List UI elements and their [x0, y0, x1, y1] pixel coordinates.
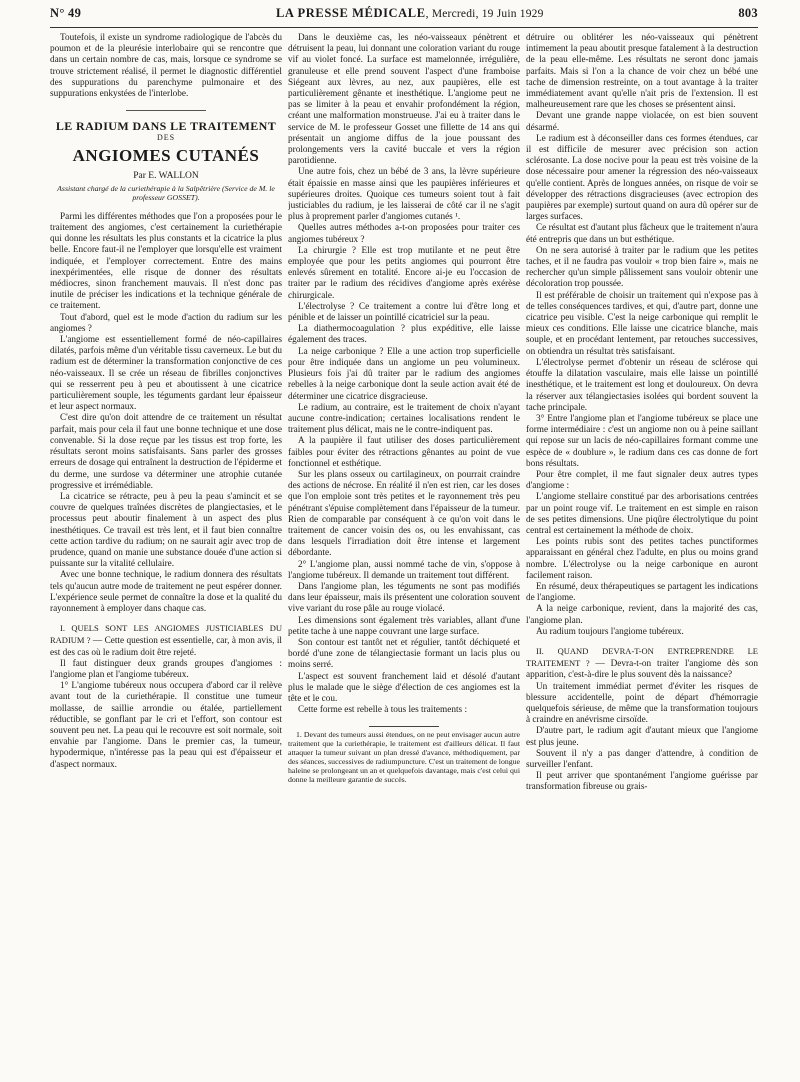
- paragraph: Son contour est tantôt net et régulier, tantôt déchiqueté et bordé d'une zone de télangiectasie formant un lacis plus ou moins serré.: [288, 637, 520, 671]
- paragraph: Devant une grande nappe violacée, on est bien souvent désarmé.: [526, 111, 758, 133]
- paragraph: 1° L'angiome tubéreux nous occupera d'abord car il relève avant tout de la curiethérapie. Il constitue une tumeur mollasse, de saillie arrondie ou étalée, partiellement réductible, se gonflant par le cri et l'effort, son contour est souvent peu net. La peau qui le recouvre est soit normale, soit envahie par l'angiome. Dans le premier cas, la tumeur, hypodermique, n'intéresse pas la peau qui est d'épaisseur et d'aspect normaux.: [50, 681, 282, 770]
- section-title: II. QUAND DEVRA-T-ON ENTREPRENDRE LE TRAITEMENT ?: [526, 645, 758, 669]
- paragraph: La neige carbonique ? Elle a une action trop superficielle pour être indiquée dans un angiome un peu volumineux. Plusieurs fois j'ai dû traiter par le radium des angiomes rebelles à la neige carbonique dont la seule action avait été de déterminer une cicatrice disgracieuse.: [288, 346, 520, 402]
- paragraph: Au radium toujours l'angiome tubéreux.: [536, 626, 684, 637]
- paragraph: Toutefois, il existe un syndrome radiologique de l'abcès du poumon et de la pleurésie interlobaire qui se rencontre que dans un certain nombre de cas, mais, lorsque ce syndrome se trouve strictement réalisé, il permet le diagnostic différentiel des suppurations du parenchyme pulmonaire et des suppurations enkystées de l'interlobe.: [50, 33, 282, 100]
- paragraph: L'aspect est souvent franchement laid et désolé d'autant plus le malade que le siège d'élection de ces angiomes est la tête et le cou.: [288, 671, 520, 704]
- footnote: 1. Devant des tumeurs aussi étendues, on ne peut envisager aucun autre traitement que la curiethérapie, le traitement est d'ailleurs délicat. Il faut attaquer la tumeur suivant un plan dressé d'avance, méthodiquement, par des séances, successives de radiumpuncture. C'est un traitement de longue haleine se prolongeant un an et quelquefois davantage, mais c'est celui qui donne la meilleure garantie de succès.: [288, 730, 520, 785]
- section-heading-1: [50, 623, 282, 659]
- paragraph: Cette forme est rebelle à tous les traitements :: [298, 705, 468, 716]
- column-3: [526, 33, 758, 1078]
- issue-number: N° 49: [50, 6, 82, 20]
- paragraph: La diathermocoagulation ? plus expéditive, elle laisse également des traces.: [288, 324, 520, 346]
- paragraph: Souvent il n'y a pas danger d'attendre, à condition de surveiller l'enfant.: [526, 748, 758, 770]
- paragraph: Ce résultat est d'autant plus fâcheux que le traitement n'aura été entrepris que dans un but esthétique.: [526, 223, 758, 245]
- paragraph: Dans le deuxième cas, les néo-vaisseaux pénètrent et détruisent la peau, lui donnant une coloration variant du rouge vif au violet foncé. La surface est mamelonnée, irrégulière, granuleuse et elle prend souvent l'aspect d'une framboise Siégeant aux lèvres, au nez, aux paupières, elle est particulièrement gênante et inesthétique. L'angiome peut ne pas se limiter à la peau et envahir profondément la région, créant une malformation monstrueuse. J'ai eu à traiter dans le service de M. le professeur Gosset une fillette de 14 ans qui présentait un angiome diffus de la joue poussant des prolongements vers la cavité buccale et vers la région parotidienne.: [288, 33, 520, 167]
- page-number: 803: [738, 6, 758, 20]
- paragraph: Sur les plans osseux ou cartilagineux, on pourrait craindre des actions de nécrose. En réalité il n'en est rien, car les doses que l'on emploie sont très petites et le rayonnement très peu pénétrant s'épuise complètement dans l'épaisseur de la tumeur. Rien de comparable par conséquent à ce qu'on voit dans le traitement de cancer voisin des os, ou les envahissant, cas dans lesquels l'irradiation doit être intense et largement débordante.: [288, 469, 520, 559]
- paragraph: A la neige carbonique, revient, dans la majorité des cas, l'angiome plan.: [526, 604, 758, 626]
- article-des: DES: [156, 133, 176, 143]
- article-kicker: LE RADIUM DANS LE TRAITEMENT: [55, 119, 277, 134]
- paragraph: En résumé, deux thérapeutiques se partagent les indications de l'angiome.: [526, 581, 758, 604]
- section-title: I. QUELS SONT LES ANGIOMES JUSTICIABLES DU RADIUM ?: [50, 623, 282, 646]
- journal-name: LA PRESSE MÉDICALE: [275, 6, 426, 20]
- paragraph: Quelles autres méthodes a-t-on proposées pour traiter ces angiomes tubéreux ?: [288, 223, 520, 245]
- article-byline: Par E. WALLON: [133, 170, 199, 181]
- issue-date: Mercredi, 19 Juin 1929: [431, 8, 544, 20]
- header-rule: [50, 27, 758, 28]
- paragraph: 3° Entre l'angiome plan et l'angiome tubéreux se place une forme intermédiaire : c'est un angiome non ou à peine saillant qui repose sur un lacis de néo-capillaires formant comme une espèce de « doublure », le radium dans ces cas donne de fort bons résultats.: [526, 413, 758, 469]
- article-columns: [50, 33, 758, 1078]
- paragraph: L'électrolyse permet d'obtenir un réseau de sclérose qui étouffe la dilatation vasculaire, mais elle laisse un pointillé inesthétique, et le traitement est long et douloureux. On devra la réserver aux télangiectasies isolées qui bordent souvent la tache principale.: [526, 357, 758, 413]
- paragraph: Un traitement immédiat permet d'éviter les risques de blessure accidentelle, point de départ d'hémorragie quelquefois sérieuse, de même que la transformation toujours à craindre en anévrisme cirsoïde.: [526, 681, 758, 726]
- paragraph: Une autre fois, chez un bébé de 3 ans, la lèvre supérieure était épaissie en masse ainsi que les paupières inférieures et supérieures droites. Quoique ces tumeurs soient tout à fait justiciables du radium, je les laisserai de côté car il ne s'agit plus à proprement parler d'angiomes cutanés ¹.: [288, 167, 520, 223]
- paragraph: La chirurgie ? Elle est trop mutilante et ne peut être employée que pour les petits angiomes qui pourront être enlevés sûrement en totalité. Encore ai-je eu l'occasion de traiter par le radium des récidives d'angiome après exérèse chirurgicale.: [288, 245, 520, 301]
- section-text: — Devra-t-on traiter l'angiome dès son apparition, c'est-à-dire le plus souvent dès la naissance?: [526, 659, 758, 681]
- paragraph: D'autre part, le radium agit d'autant mieux que l'angiome est plus jeune.: [526, 726, 758, 748]
- paragraph: Les points rubis sont des petites taches punctiformes apparaissant en général chez l'adulte, en plus ou moins grand nombre. L'électrolyse ou la neige carbonique en auront facilement raison.: [526, 537, 758, 581]
- paragraph: Le radium est à déconseiller dans ces formes étendues, car il est difficile de mesurer avec précision son action sclérosante. La dose nocive pour la peau est très voisine de la dose nécessaire pour amener la régression des néo-vaisseaux qu'elle contient. Après de longues années, on risque de voir se développer des rétractions disgracieuses (avec ectropion des paupières par exemple) surtout quand on aura dû opérer sur de larges surfaces.: [526, 133, 758, 223]
- page-header: [50, 6, 758, 28]
- paragraph: A la paupière il faut utiliser des doses particulièrement faibles pour éviter des rétractions gênantes au point de vue fonctionnel et esthétique.: [288, 436, 520, 469]
- paragraph: Il peut arriver que spontanément l'angiome guérisse par transformation fibreuse ou grais-: [526, 771, 758, 793]
- column-1: [50, 33, 282, 1078]
- footnote-rule: [369, 726, 439, 727]
- paragraph: C'est dire qu'on doit attendre de ce traitement un résultat parfait, mais pour cela il faut une bonne technique et une dose convenable. Si la dose reçue par les tissus est trop forte, les résultats seront moins satisfaisants. Sans parler des grosses erreurs de dosage qui entraînent la destruction de l'épiderme et du derme, une surdose va déterminer une atrophie cutanée progressive et irrémédiable.: [50, 413, 282, 491]
- paragraph: On ne sera autorisé à traiter par le radium que les petites taches, et il ne faudra pas vouloir « trop bien faire », mais ne rechercher qu'un simple pâlissement sans vouloir obtenir une décoloration trop poussée.: [526, 245, 758, 290]
- author-affiliation: Assistant chargé de la curiethérapie à la Salpêtrière (Service de M. le professeur GOSSET).: [57, 183, 275, 202]
- journal-title: LA PRESSE MÉDICALE, Mercredi, 19 Juin 1929: [275, 6, 544, 20]
- paragraph: Parmi les différentes méthodes que l'on a proposées pour le traitement des angiomes, c'est certainement la curiethérapie qui donne les résultats les plus constants et la cicatrice la plus belle. Encore faut-il ne l'employer que lorsqu'elle est vraiment indiquée, et l'employer correctement. Entre des mains inexpérimentées, elle risque de donner des résultats médiocres, sinon franchement mauvais. Il n'est donc pas inutile de préciser les indications et la technique générale de ce traitement.: [50, 211, 282, 312]
- paragraph: 2° L'angiome plan, aussi nommé tache de vin, s'oppose à l'angiome tubéreux. Il demande un traitement tout différent.: [288, 559, 520, 581]
- section-text: — Cette question est essentielle, car, à mon avis, il est des cas où le radium doit être rejeté.: [50, 636, 282, 658]
- divider: [126, 110, 206, 111]
- paragraph: L'électrolyse ? Ce traitement a contre lui d'être long et pénible et de laisser un pointillé cicatriciel sur la peau.: [288, 301, 520, 324]
- paragraph: Tout d'abord, quel est le mode d'action du radium sur les angiomes ?: [50, 312, 282, 334]
- article-title: ANGIOMES CUTANÉS: [72, 145, 260, 165]
- paragraph: L'angiome stellaire constitué par des arborisations centrées par un point rouge vif. Le traitement en est simple en raison de ses petites dimensions. Une piqûre électrolytique du point central est certainement la méthode de choix.: [526, 492, 758, 536]
- paragraph: Les dimensions sont également très variables, allant d'une petite tache à une nappe couvrant une large surface.: [288, 615, 520, 637]
- paragraph: Avec une bonne technique, le radium donnera des résultats tels qu'aucun autre mode de traitement ne peut espérer donner. L'expérience seule permet de connaître la dose et la qualité du rayonnement à employer dans chaque cas.: [50, 570, 282, 614]
- paragraph: Dans l'angiome plan, les téguments ne sont pas modifiés dans leur épaisseur, mais ils présentent une coloration souvent vive variant du rose pâle au rouge violacé.: [288, 581, 520, 615]
- paragraph: Pour être complet, il me faut signaler deux autres types d'angiome :: [526, 469, 758, 492]
- paragraph: Il est préférable de choisir un traitement qui n'expose pas à de telles conséquences tardives, et qui, d'autre part, donne une cicatrice peu visible. C'est la neige carbonique qui remplit le mieux ces conditions. Elle laisse une cicatrice blanche, mais souple, et en procédant lentement, par retouches successives, on obtiendra un résultat très satisfaisant.: [526, 290, 758, 357]
- paragraph: Le radium, au contraire, est le traitement de choix n'ayant aucune contre-indication; certaines localisations rendent le traitement plus délicat, mais ne le contre-indiquent pas.: [288, 402, 520, 436]
- paragraph: La cicatrice se rétracte, peu à peu la peau s'amincit et se couvre de quelques traînées discrètes de plangiectasies, et le processus peut aboutir finalement à un aspect des plus inesthétiques. Ce travail est très lent, et il faut bien connaître cette action tardive du radium; on ne saurait agir avec trop de prudence, quand on manie une substance douée d'une action si puissante sur la vitalité cellulaire.: [50, 491, 282, 570]
- paragraph: détruire ou oblitérer les néo-vaisseaux qui pénètrent intimement la peau aboutit presque fatalement à la destruction de la peau elle-même. Les résultats ne seront donc jamais parfaits. Mais si l'on a la chance de voir chez un bébé une tache de dimension restreinte, on a tout avantage à la traiter immédiatement avant qu'elle n'ait pris de l'extension. Il est malheureusement rare que les choses se présentent ainsi.: [526, 33, 758, 111]
- section-heading-2: [526, 646, 758, 682]
- paragraph: L'angiome est essentiellement formé de néo-capillaires dilatés, parfois même d'un véritable tissu caverneux. Le but du radium est de déterminer la transformation conjonctive de ces néo-vaisseaux. Il se crée un réseau de fibrilles conjonctives qui se resserrent peu à peu et aboutissent à une cicatrice particulièrement souple, les téguments gardant leur épaisseur et leur aspect normaux.: [50, 335, 282, 413]
- paragraph: Il faut distinguer deux grands groupes d'angiomes : l'angiome plan et l'angiome tubéreux.: [50, 658, 282, 680]
- column-2: [288, 33, 520, 1078]
